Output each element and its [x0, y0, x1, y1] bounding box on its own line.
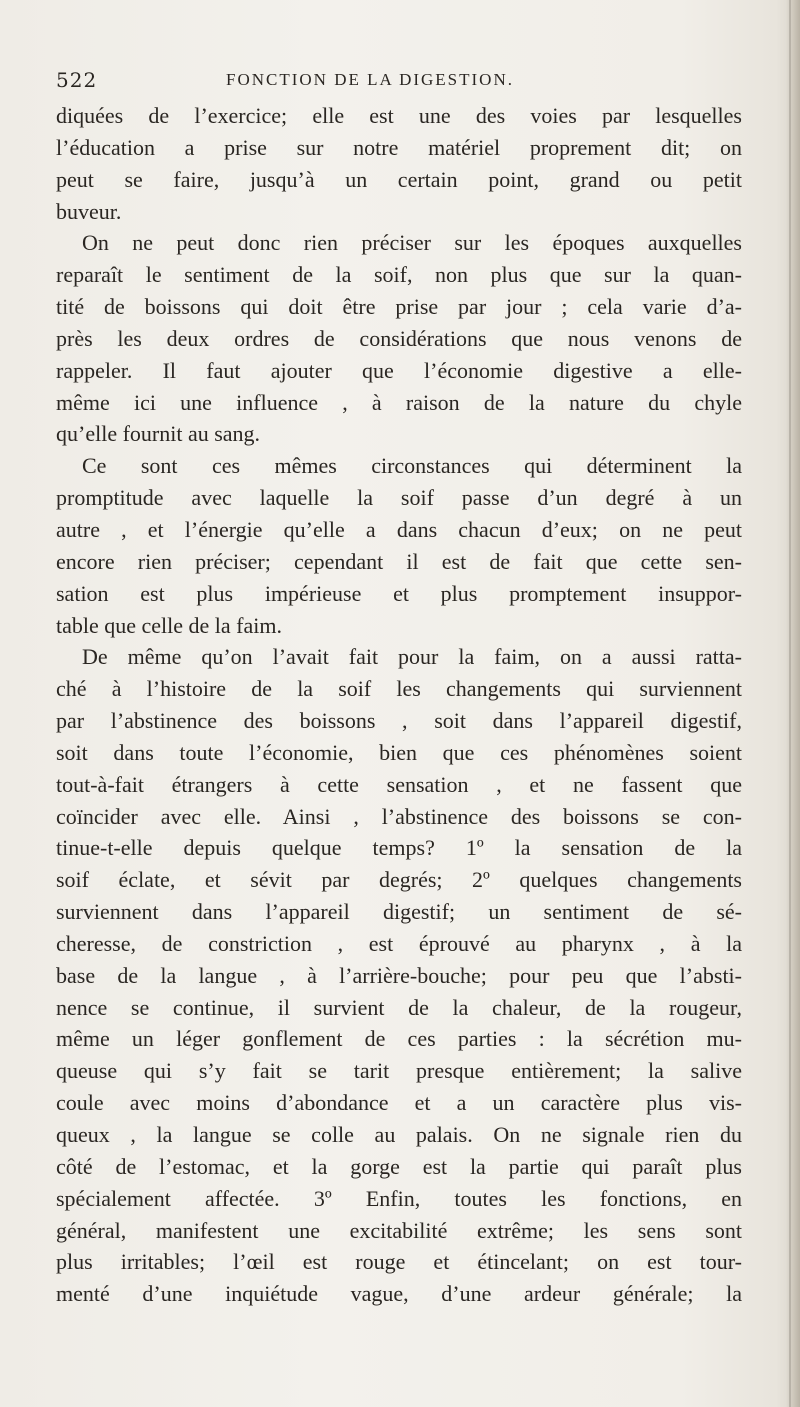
text-line: côté de l’estomac, et la gorge est la partie qui paraît plus [56, 1153, 742, 1179]
text-line: autre , et l’énergie qu’elle a dans chacun d’eux; on ne peut [56, 516, 742, 542]
text-line: reparaît le sentiment de la soif, non plus que sur la quan- [56, 262, 742, 288]
text-line: base de la langue , à l’arrière-bouche; pour peu que l’absti- [56, 962, 742, 988]
text-line: même ici une influence , à raison de la nature du chyle [56, 389, 742, 415]
text-line: tité de boissons qui doit être prise par jour ; cela varie d’a- [56, 294, 742, 320]
text-line: soif éclate, et sévit par degrés; 2º quelques changements [56, 867, 742, 893]
text-line: tinue-t-elle depuis quelque temps? 1º la sensation de la [56, 835, 742, 861]
text-line: tout-à-fait étrangers à cette sensation , et ne fassent que [56, 771, 742, 797]
text-line: soit dans toute l’économie, bien que ces phénomènes soient [56, 739, 742, 765]
text-line: nence se continue, il survient de la chaleur, de la rougeur, [56, 994, 742, 1020]
text-line: spécialement affectée. 3º Enfin, toutes les fonctions, en [56, 1185, 742, 1211]
text-line: général, manifestent une excitabilité extrême; les sens sont [56, 1217, 742, 1243]
text-line: coïncider avec elle. Ainsi , l’abstinence des boissons se con- [56, 803, 742, 829]
running-title: FONCTION DE LA DIGESTION. [226, 70, 514, 89]
page-number: 522 [56, 68, 98, 92]
text-line: même un léger gonflement de ces parties : la sécrétion mu- [56, 1026, 742, 1052]
text-line: encore rien préciser; cependant il est de fait que cette sen- [56, 548, 742, 574]
text-line: buveur. [56, 198, 122, 224]
text-line: coule avec moins d’abondance et a un caractère plus vis- [56, 1090, 742, 1116]
page-header [56, 68, 742, 98]
text-line: l’éducation a prise sur notre matériel proprement dit; on [56, 134, 742, 160]
text-line: plus irritables; l’œil est rouge et étincelant; on est tour- [56, 1249, 742, 1275]
page-edge-line [789, 0, 791, 1407]
text-line: par l’abstinence des boissons , soit dans l’appareil digestif, [56, 708, 742, 734]
text-line: ché à l’histoire de la soif les changements qui surviennent [56, 676, 742, 702]
text-line: peut se faire, jusqu’à un certain point, grand ou petit [56, 166, 742, 192]
text-line: rappeler. Il faut ajouter que l’économie digestive a elle- [56, 357, 742, 383]
text-line: menté d’une inquiétude vague, d’une ardeur générale; la [56, 1281, 742, 1307]
body-text [56, 100, 742, 1310]
text-line: près les deux ordres de considérations que nous venons de [56, 325, 742, 351]
text-line: On ne peut donc rien préciser sur les époques auxquelles [82, 230, 742, 256]
text-line: Ce sont ces mêmes circonstances qui déterminent la [82, 453, 742, 479]
text-line: promptitude avec laquelle la soif passe d’un degré à un [56, 485, 742, 511]
text-line: diquées de l’exercice; elle est une des voies par lesquelles [56, 103, 742, 128]
text-line: queuse qui s’y fait se tarit presque entièrement; la salive [56, 1058, 742, 1084]
text-line: qu’elle fournit au sang. [56, 421, 261, 447]
text-line: cheresse, de constriction , est éprouvé au pharynx , à la [56, 930, 742, 956]
text-line: table que celle de la faim. [56, 612, 282, 638]
text-line: queux , la langue se colle au palais. On ne signale rien du [56, 1122, 742, 1147]
text-line: De même qu’on l’avait fait pour la faim, on a aussi ratta- [82, 644, 742, 670]
text-line: surviennent dans l’appareil digestif; un sentiment de sé- [56, 899, 742, 925]
text-line: sation est plus impérieuse et plus promptement insuppor- [56, 580, 742, 606]
